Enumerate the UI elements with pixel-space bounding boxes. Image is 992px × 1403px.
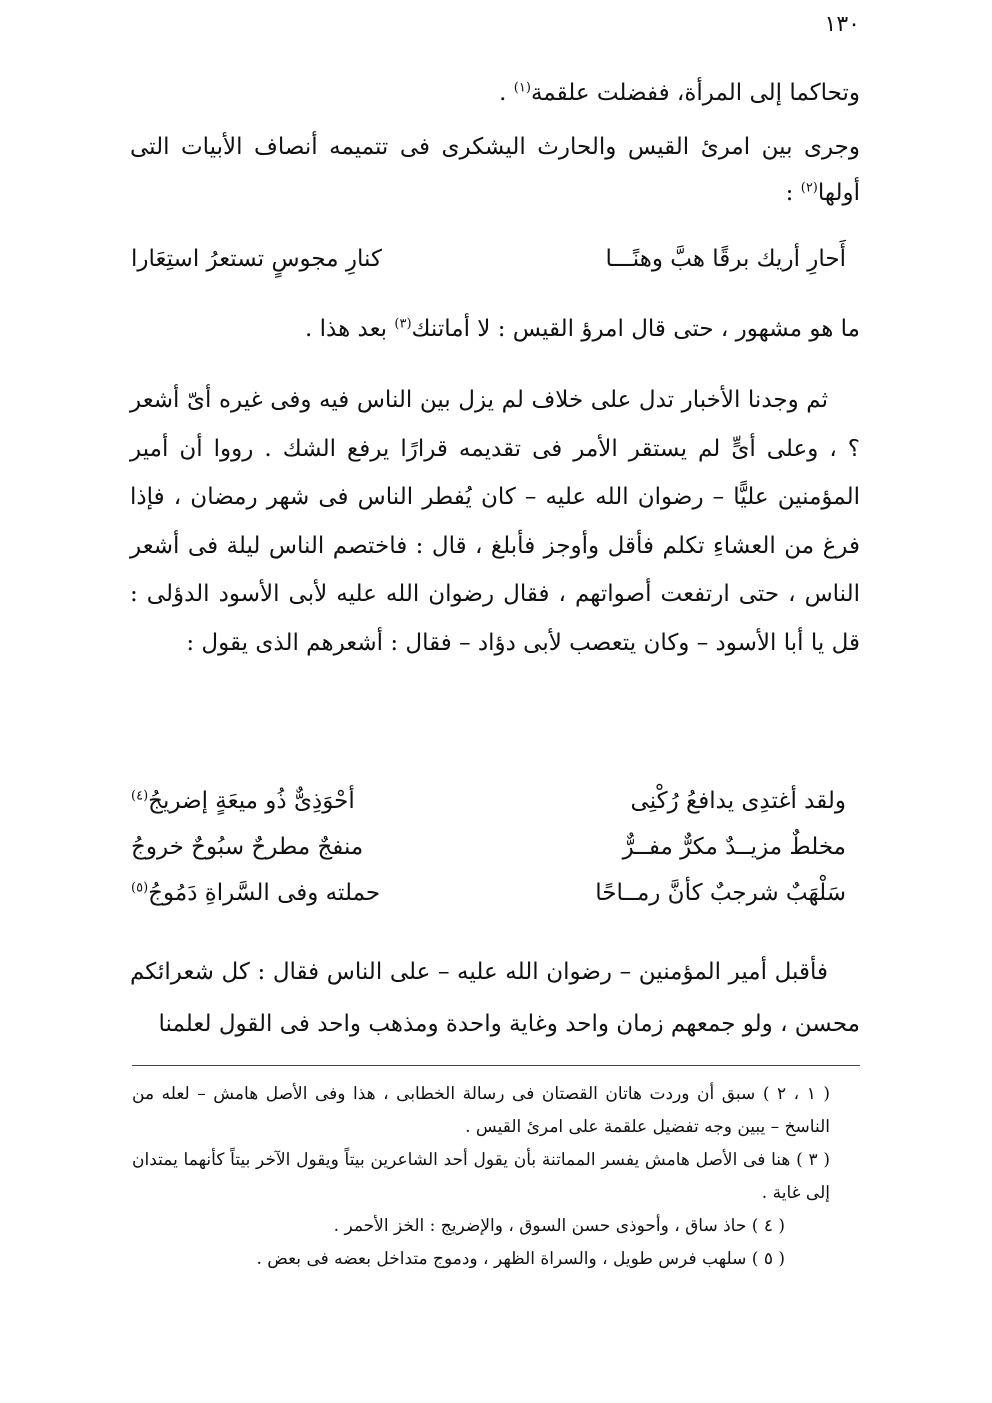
page-number: ١٣٠: [824, 12, 860, 37]
footnote-ref-2: (٢): [800, 180, 818, 196]
footnote-2: ( ٣ ) هنا فى الأصل هامش يفسر المماتنة بأن يقول أحد الشاعرين بيتاً ويقول الآخر بيتاً كأنهما يمتدان إلى غاية .: [132, 1150, 830, 1203]
footnote-separator: [132, 1065, 860, 1066]
paragraph-4: [130, 376, 860, 667]
verse-line: [131, 824, 846, 870]
verse-text: حملته وفى السَّراةِ دَمُوجُ: [148, 880, 381, 906]
paragraph-1-text: وتحاكما إلى المرأة، ففضلت علقمة: [530, 80, 860, 106]
paragraph-2: [130, 124, 860, 216]
verse-first-hemistich: أَحارِ أريك برقًا هبَّ وهنًـــا: [605, 246, 846, 272]
verse-block-1: [131, 246, 846, 272]
footnote-ref-4: (٤): [131, 788, 149, 804]
paragraph-5: [130, 946, 860, 1050]
paragraph-3-text: ما هو مشهور ، حتى قال امرؤ القيس : لا أماتنك: [411, 316, 860, 342]
paragraph-5-text: فأقبل أمير المؤمنين – رضوان الله عليه – على الناس فقال : كل شعرائكم محسن ، ولو جمعهم زمان واحد وغاية واحدة ومذهب واحد فى القول لعلمنا: [130, 959, 860, 1037]
footnote-ref-5: (٥): [131, 880, 149, 896]
footnotes: [132, 1078, 860, 1276]
paragraph-1: [130, 70, 860, 116]
verse-line: [131, 246, 846, 272]
paragraph-2-text: وجرى بين امرئ القيس والحارث اليشكرى فى تتميمه أنصاف الأبيات التى أولها: [130, 134, 860, 206]
verse-text: أحْوَذِىٌّ ذُو ميعَةٍ إضريجُ: [148, 788, 355, 814]
paragraph-1-end: .: [499, 80, 514, 106]
footnote-3: ( ٤ ) حاذ ساق ، وأحوذى حسن السوق ، والإضريج : الخز الأحمر .: [333, 1216, 785, 1236]
verse-second-hemistich: منفجٌ مطرحٌ سبُوحٌ خروجُ: [131, 834, 364, 860]
footnote-ref-1: (١): [513, 80, 531, 96]
paragraph-4-text: ثم وجدنا الأخبار تدل على خلاف لم يزل بين الناس فيه وفى غيره أىّ أشعر ؟ ، وعلى أىٍّ لم يستقر الأمر فى تقديمه قرارًا يرفع الشك . رووا أن أمير المؤمنين عليًّا – رضوان الله عليه – كان يُفطر الناس فى شهر رمضان ، فإذا فرغ من العشاءِ تكلم فأقل وأوجز فأبلغ ، قال : فاختصم الناس ليلة فى أشعر الناس ، حتى ارتفعت أصواتهم ، فقال رضوان الله عليه لأبى الأسود الدؤلى : قل يا أبا الأسود – وكان يتعصب لأبى دؤاد – فقال : أشعرهم الذى يقول :: [130, 387, 860, 656]
verse-block-2: [131, 778, 846, 916]
footnote-1: ( ١ ، ٢ ) سبق أن وردت هاتان القصتان فى رسالة الخطابى ، هذا وفى الأصل هامش – لعله من الناسخ – يبين وجه تفضيل علقمة على امرئ القيس .: [132, 1084, 830, 1137]
verse-second-hemistich: [131, 870, 380, 916]
paragraph-3: [130, 306, 860, 352]
verse-second-hemistich: كنارِ مجوسٍ تستعرُ استِعَارا: [131, 246, 382, 272]
verse-line: [131, 778, 846, 824]
verse-first-hemistich: مخلطٌ مزيــدٌ مكرٌّ مفــرٌّ: [622, 834, 846, 860]
footnote-ref-3: (٣): [394, 316, 412, 332]
footnote-4: ( ٥ ) سلهب فرس طويل ، والسراة الظهر ، ودموج متداخل بعضه فى بعض .: [256, 1249, 785, 1269]
verse-line: [131, 870, 846, 916]
verse-first-hemistich: سَلْهَبٌ شرجبٌ كأنَّ رمــاحًا: [595, 880, 846, 906]
paragraph-2-end: :: [785, 180, 801, 206]
verse-second-hemistich: [131, 778, 355, 824]
paragraph-3-end: بعد هذا .: [304, 316, 395, 342]
verse-first-hemistich: ولقد أغتدِى يدافعُ رُكْنِى: [630, 788, 846, 814]
